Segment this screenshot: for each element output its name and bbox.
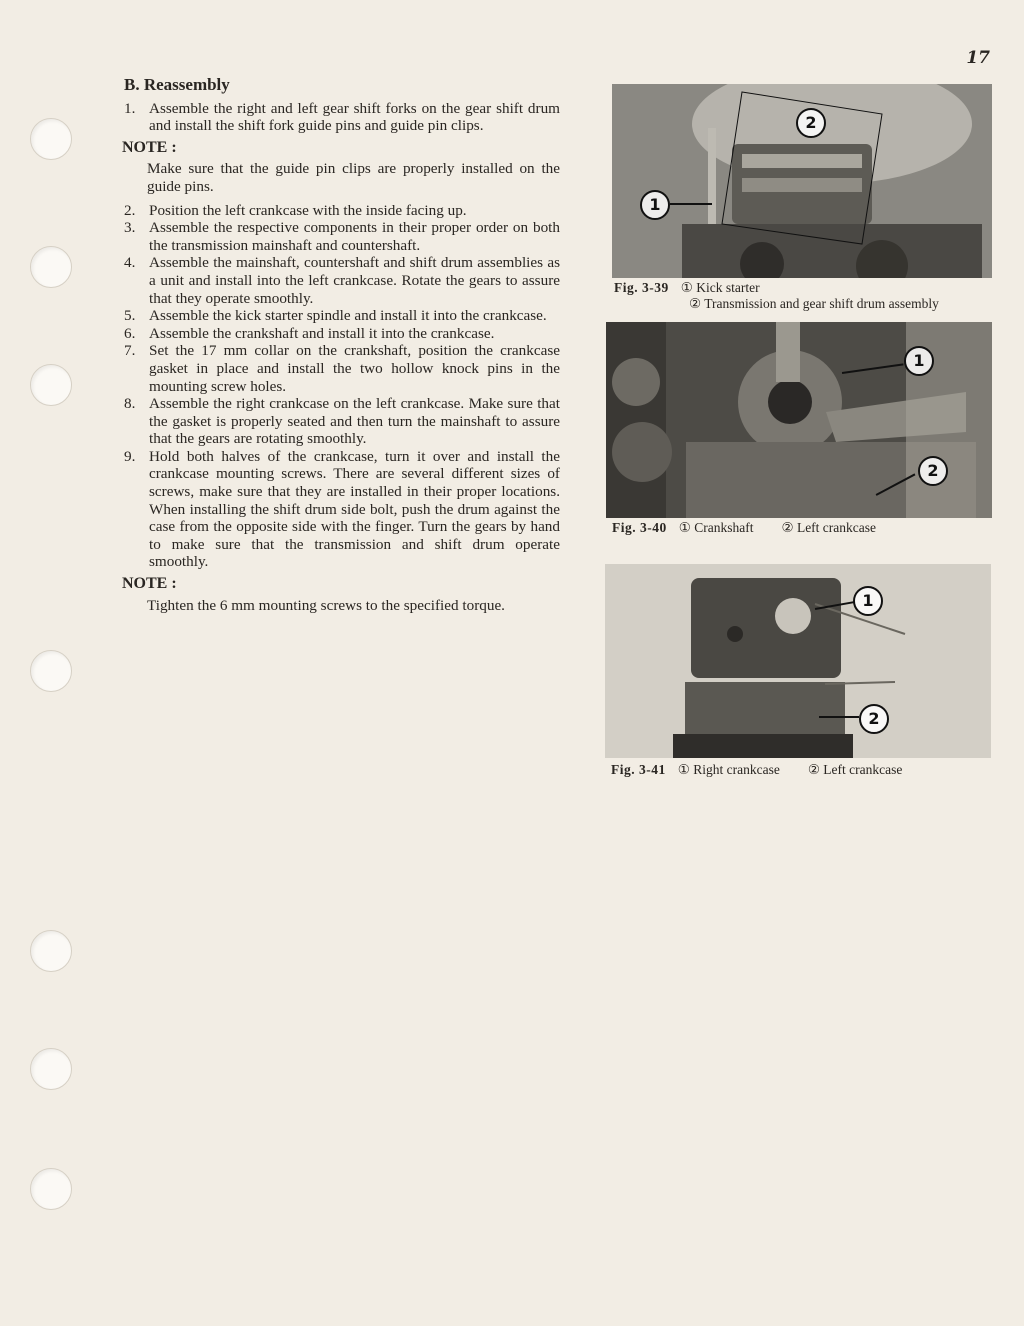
step-text: Assemble the right and left gear shift forks on the gear shift drum and install the shift fork guide pins and guide pin clips. bbox=[149, 99, 560, 135]
punch-hole bbox=[30, 1168, 72, 1210]
step-item bbox=[122, 202, 560, 220]
step-text: Assemble the kick starter spindle and install it into the crankcase. bbox=[149, 307, 547, 325]
step-text: Assemble the crankshaft and install it into the crankcase. bbox=[149, 324, 495, 342]
step-number: 2. bbox=[124, 201, 136, 219]
engine-photo-illustration bbox=[606, 322, 992, 518]
callout-1: 1 bbox=[904, 346, 934, 376]
note-label: NOTE : bbox=[122, 138, 177, 156]
punch-hole bbox=[30, 246, 72, 288]
caption-item: ① Right crankcase bbox=[677, 762, 780, 777]
step-number: 5. bbox=[124, 307, 136, 325]
caption-line bbox=[614, 296, 939, 312]
callout-2: 2 bbox=[796, 108, 826, 138]
caption-item: ① Kick starter bbox=[680, 280, 760, 295]
caption-line bbox=[614, 280, 939, 296]
step-number: 8. bbox=[124, 395, 136, 413]
step-item bbox=[122, 448, 560, 571]
step-number: 7. bbox=[124, 342, 136, 360]
engine-photo-illustration bbox=[605, 564, 991, 758]
step-number: 4. bbox=[124, 254, 136, 272]
step-text: Set the 17 mm collar on the crankshaft, position the crankcase gasket in place and install the two hollow knock pins in the mounting screw holes. bbox=[149, 342, 560, 395]
caption-fig-3-41 bbox=[611, 762, 902, 778]
figure-label: Fig. 3-41 bbox=[611, 762, 666, 777]
note-label: NOTE : bbox=[122, 575, 177, 593]
callout-leader bbox=[670, 203, 712, 205]
caption-line bbox=[612, 520, 876, 536]
step-item bbox=[122, 100, 560, 135]
callout-leader bbox=[819, 716, 859, 718]
step-text: Assemble the right crankcase on the left crankcase. Make sure that the gasket is properly seated and then turn the mainshaft to assure that the gears are rotating smoothly. bbox=[149, 395, 560, 448]
photo-fig-3-41 bbox=[605, 564, 991, 758]
step-item bbox=[122, 307, 560, 325]
reassembly-section bbox=[122, 76, 560, 620]
section-heading: B. Reassembly bbox=[124, 75, 230, 94]
note-text: Tighten the 6 mm mounting screws to the specified torque. bbox=[147, 596, 505, 614]
page-number: 17 bbox=[966, 48, 990, 68]
step-text: Assemble the mainshaft, countershaft and shift drum assemblies as a unit and install into the left crankcase. Rotate the gears to assure that they operate smoothly. bbox=[149, 254, 560, 307]
photo-fig-3-39 bbox=[612, 84, 992, 278]
callout-1: 1 bbox=[640, 190, 670, 220]
caption-line bbox=[611, 762, 902, 778]
step-number: 3. bbox=[124, 219, 136, 237]
photo-fig-3-40 bbox=[606, 322, 992, 518]
figure-label: Fig. 3-40 bbox=[612, 520, 667, 535]
step-item bbox=[122, 395, 560, 448]
callout-2: 2 bbox=[918, 456, 948, 486]
step-text: Assemble the respective components in their proper order on both the transmission mainshaft and countershaft. bbox=[149, 219, 560, 254]
note-text: Make sure that the guide pin clips are properly installed on the guide pins. bbox=[147, 160, 560, 195]
caption-item: ② Left crankcase bbox=[781, 520, 877, 535]
step-item bbox=[122, 325, 560, 343]
caption-item: ① Crankshaft bbox=[678, 520, 754, 535]
step-item bbox=[122, 342, 560, 395]
callout-1: 1 bbox=[853, 586, 883, 616]
step-number: 9. bbox=[124, 447, 136, 465]
step-item bbox=[122, 254, 560, 307]
punch-hole bbox=[30, 118, 72, 160]
step-number: 1. bbox=[124, 99, 136, 117]
punch-hole bbox=[30, 364, 72, 406]
punch-hole bbox=[30, 1048, 72, 1090]
step-item bbox=[122, 219, 560, 254]
caption-item: ② Left crankcase bbox=[807, 762, 903, 777]
figure-label: Fig. 3-39 bbox=[614, 280, 669, 295]
caption-fig-3-39 bbox=[614, 280, 939, 312]
punch-hole bbox=[30, 650, 72, 692]
step-text: Hold both halves of the crankcase, turn it over and install the crankcase mounting screws. There are several different sizes of screws, make sure that they are installed in their proper locations. When installing the shift drum side bolt, push the drum against the case from the opposite side with the finger. Turn the gears by hand to make sure that the transmission and shift drum operate smoothly. bbox=[149, 447, 560, 571]
callout-2: 2 bbox=[859, 704, 889, 734]
caption-item: ② Transmission and gear shift drum assembly bbox=[689, 296, 939, 311]
step-number: 6. bbox=[124, 324, 136, 342]
caption-fig-3-40 bbox=[612, 520, 876, 536]
punch-hole bbox=[30, 930, 72, 972]
step-text: Position the left crankcase with the inside facing up. bbox=[149, 201, 467, 219]
